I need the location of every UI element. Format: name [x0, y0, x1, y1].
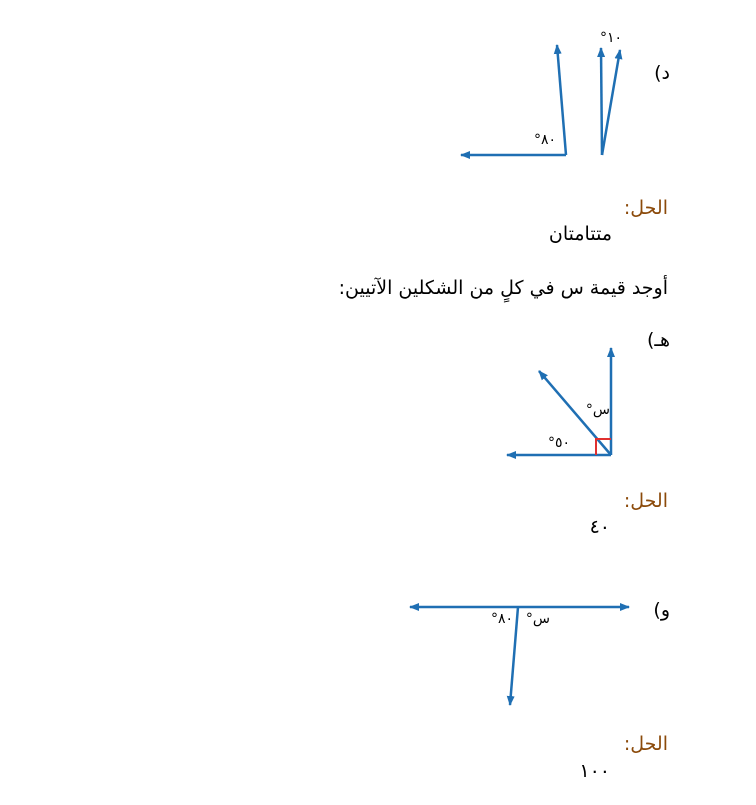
- problem-d-label: د): [654, 62, 670, 84]
- fig-d-ray-up-2: [601, 48, 602, 155]
- figure-w: [410, 607, 629, 705]
- question-text: أوجد قيمة س في كلٍ من الشكلين الآتيين:: [338, 277, 668, 299]
- problem-w-label: و): [653, 599, 670, 621]
- fig-w-angle-x: س°: [525, 611, 550, 627]
- problem-h-solution-heading: الحل:: [623, 490, 668, 512]
- fig-h-angle-x: س°: [585, 402, 610, 418]
- problem-w-solution-heading: الحل:: [623, 733, 668, 755]
- problem-h-label: هـ): [647, 329, 670, 351]
- fig-d-angle-top: ١٠°: [599, 30, 622, 46]
- problem-w-answer: ١٠٠: [579, 760, 610, 782]
- fig-d-angle-bottom: ٨٠°: [533, 132, 556, 148]
- fig-d-ray-up-3: [602, 50, 620, 155]
- problem-h-answer: ٤٠: [589, 516, 610, 538]
- fig-w-angle-given: ٨٠°: [490, 611, 513, 627]
- fig-d-ray-up-1: [557, 45, 566, 155]
- fig-h-angle-given: ٥٠°: [547, 435, 570, 451]
- problem-d-solution-heading: الحل:: [623, 197, 668, 219]
- problem-d-answer: متتامتان: [548, 223, 612, 245]
